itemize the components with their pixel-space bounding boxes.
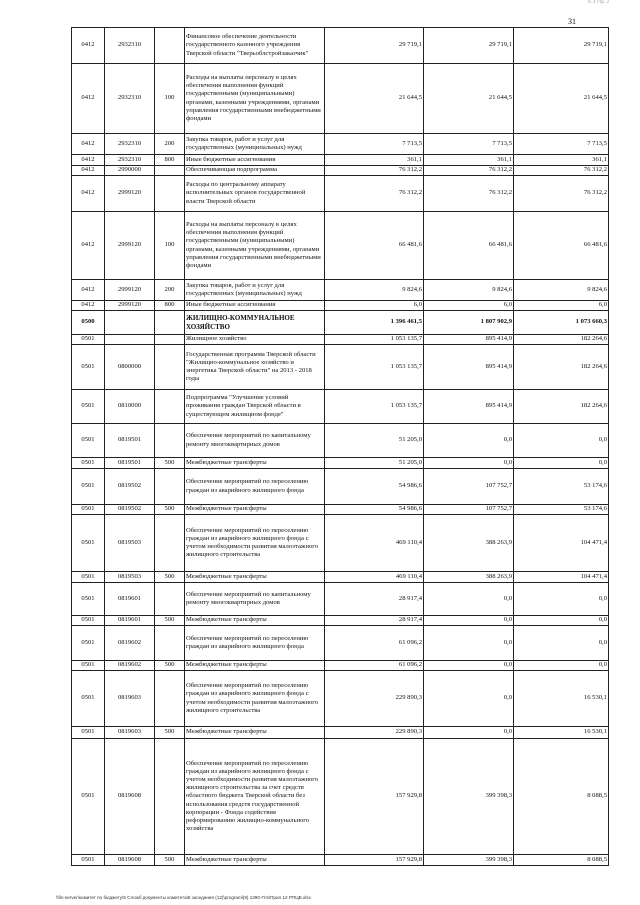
amount-year-2-cell: 0,0: [424, 671, 514, 727]
section-code-cell: 0412: [72, 166, 105, 176]
item-name-cell: ЖИЛИЩНО-КОММУНАЛЬНОЕ ХОЗЯЙСТВО: [185, 311, 325, 335]
section-code-cell: 0501: [72, 505, 105, 515]
expense-type-code-cell: [155, 626, 185, 661]
top-mark: п. 4 стр. 2: [588, 0, 609, 5]
table-row: [72, 134, 609, 155]
section-code-cell: 0412: [72, 155, 105, 166]
table-row: [72, 671, 609, 727]
amount-year-1-cell: 51 205,0: [325, 458, 424, 469]
item-name-cell: Расходы по центральному аппарату исполнительных органов государственной власти Тверской области: [185, 176, 325, 212]
table-row: [72, 166, 609, 176]
expense-type-code-cell: [155, 469, 185, 505]
amount-year-2-cell: 0,0: [424, 458, 514, 469]
item-name-cell: Обеспечение мероприятий по переселению граждан из аварийного жилищного фонда с учетом необходимости развития малоэтажного жилищного строительства: [185, 515, 325, 572]
amount-year-3-cell: 182 264,6: [514, 335, 609, 345]
amount-year-3-cell: 53 174,6: [514, 505, 609, 515]
expense-type-code-cell: 500: [155, 661, 185, 671]
section-code-cell: 0501: [72, 515, 105, 572]
target-article-code-cell: 0819501: [105, 458, 155, 469]
amount-year-3-cell: 16 530,1: [514, 727, 609, 739]
page-number: 31: [568, 17, 576, 26]
amount-year-1-cell: 157 929,8: [325, 855, 424, 866]
expense-type-code-cell: 500: [155, 855, 185, 866]
section-code-cell: 0412: [72, 301, 105, 311]
table-row: [72, 505, 609, 515]
item-name-cell: Обеспечивающая подпрограмма: [185, 166, 325, 176]
item-name-cell: Межбюджетные трансферты: [185, 572, 325, 583]
amount-year-1-cell: 1 396 461,5: [325, 311, 424, 335]
target-article-code-cell: 2932310: [105, 155, 155, 166]
amount-year-3-cell: 0,0: [514, 424, 609, 458]
table-row: [72, 661, 609, 671]
amount-year-3-cell: 0,0: [514, 626, 609, 661]
section-code-cell: 0412: [72, 28, 105, 64]
amount-year-3-cell: 0,0: [514, 661, 609, 671]
amount-year-3-cell: 104 471,4: [514, 572, 609, 583]
target-article-code-cell: 2999120: [105, 212, 155, 280]
amount-year-1-cell: 61 096,2: [325, 626, 424, 661]
amount-year-2-cell: 895 414,9: [424, 345, 514, 390]
table-row: [72, 727, 609, 739]
table-row: [72, 345, 609, 390]
item-name-cell: Иные бюджетные ассигнования: [185, 155, 325, 166]
expense-type-code-cell: 100: [155, 64, 185, 134]
item-name-cell: Обеспечение мероприятий по переселению граждан из аварийного жилищного фонда: [185, 626, 325, 661]
expense-type-code-cell: 100: [155, 212, 185, 280]
target-article-code-cell: 2990000: [105, 166, 155, 176]
amount-year-2-cell: 388 263,9: [424, 515, 514, 572]
amount-year-3-cell: 361,1: [514, 155, 609, 166]
section-code-cell: 0501: [72, 335, 105, 345]
section-code-cell: 0501: [72, 855, 105, 866]
item-name-cell: Обеспечение мероприятий по капитальному ремонту многоквартирных домов: [185, 583, 325, 616]
amount-year-2-cell: 6,0: [424, 301, 514, 311]
section-code-cell: 0501: [72, 661, 105, 671]
target-article-code-cell: 0819601: [105, 616, 155, 626]
amount-year-1-cell: 469 110,4: [325, 572, 424, 583]
amount-year-1-cell: 28 917,4: [325, 616, 424, 626]
amount-year-2-cell: 107 752,7: [424, 505, 514, 515]
amount-year-2-cell: 76 312,2: [424, 176, 514, 212]
expense-type-code-cell: [155, 311, 185, 335]
amount-year-2-cell: 388 263,9: [424, 572, 514, 583]
target-article-code-cell: 2999120: [105, 301, 155, 311]
section-code-cell: 0501: [72, 390, 105, 424]
table-row: [72, 424, 609, 458]
amount-year-1-cell: 76 312,2: [325, 166, 424, 176]
amount-year-2-cell: 895 414,9: [424, 390, 514, 424]
table-row: [72, 390, 609, 424]
amount-year-1-cell: 157 929,8: [325, 739, 424, 855]
target-article-code-cell: 0819608: [105, 739, 155, 855]
amount-year-3-cell: 76 312,2: [514, 166, 609, 176]
table-row: [72, 626, 609, 661]
item-name-cell: Жилищное хозяйство: [185, 335, 325, 345]
expense-type-code-cell: [155, 671, 185, 727]
expense-type-code-cell: [155, 515, 185, 572]
amount-year-3-cell: 8 088,5: [514, 855, 609, 866]
table-row: [72, 176, 609, 212]
target-article-code-cell: 0819602: [105, 626, 155, 661]
section-code-cell: 0501: [72, 727, 105, 739]
expense-type-code-cell: [155, 176, 185, 212]
expense-type-code-cell: 500: [155, 505, 185, 515]
amount-year-2-cell: 66 481,6: [424, 212, 514, 280]
amount-year-3-cell: 182 264,6: [514, 390, 609, 424]
section-code-cell: 0412: [72, 176, 105, 212]
amount-year-1-cell: 229 890,3: [325, 671, 424, 727]
amount-year-3-cell: 66 481,6: [514, 212, 609, 280]
expense-type-code-cell: [155, 28, 185, 64]
amount-year-2-cell: 0,0: [424, 727, 514, 739]
expense-type-code-cell: 500: [155, 458, 185, 469]
expense-type-code-cell: [155, 335, 185, 345]
amount-year-2-cell: 361,1: [424, 155, 514, 166]
item-name-cell: Межбюджетные трансферты: [185, 505, 325, 515]
expense-type-code-cell: [155, 166, 185, 176]
amount-year-1-cell: 229 890,3: [325, 727, 424, 739]
expense-type-code-cell: 500: [155, 727, 185, 739]
amount-year-1-cell: 1 053 135,7: [325, 335, 424, 345]
amount-year-3-cell: 16 530,1: [514, 671, 609, 727]
amount-year-2-cell: 0,0: [424, 583, 514, 616]
table-row: [72, 301, 609, 311]
table-row: [72, 739, 609, 855]
table-row: [72, 311, 609, 335]
target-article-code-cell: 2932310: [105, 64, 155, 134]
expense-type-code-cell: 200: [155, 134, 185, 155]
amount-year-1-cell: 361,1: [325, 155, 424, 166]
item-name-cell: Межбюджетные трансферты: [185, 616, 325, 626]
target-article-code-cell: 0819603: [105, 671, 155, 727]
item-name-cell: Обеспечение мероприятий по капитальному ремонту многоквартирных домов: [185, 424, 325, 458]
table-row: [72, 64, 609, 134]
amount-year-2-cell: 895 414,9: [424, 335, 514, 345]
section-code-cell: 0501: [72, 671, 105, 727]
amount-year-1-cell: 61 096,2: [325, 661, 424, 671]
section-code-cell: 0501: [72, 469, 105, 505]
amount-year-1-cell: 28 917,4: [325, 583, 424, 616]
item-name-cell: Государственная программа Тверской области "Жилищно-коммунальное хозяйство и энергетика Тверской области" на 2013 - 2018 годы: [185, 345, 325, 390]
target-article-code-cell: 0810000: [105, 390, 155, 424]
amount-year-1-cell: 66 481,6: [325, 212, 424, 280]
amount-year-3-cell: 9 824,6: [514, 280, 609, 301]
item-name-cell: Обеспечение мероприятий по переселению граждан из аварийного жилищного фонда с учетом необходимости развития малоэтажного жилищного строительства за счет средств областного бюджета Тверской области без использования средств государственной корпорации - Фонда содействия реформированию жилищно-коммунального хозяйства: [185, 739, 325, 855]
section-code-cell: 0500: [72, 311, 105, 335]
section-code-cell: 0501: [72, 345, 105, 390]
amount-year-2-cell: 107 752,7: [424, 469, 514, 505]
target-article-code-cell: 0819601: [105, 583, 155, 616]
item-name-cell: Межбюджетные трансферты: [185, 727, 325, 739]
target-article-code-cell: 0819503: [105, 572, 155, 583]
expense-type-code-cell: 200: [155, 280, 185, 301]
item-name-cell: Подпрограмма "Улучшение условий проживания граждан Тверской области в существующем жилищном фонде": [185, 390, 325, 424]
amount-year-1-cell: 9 824,6: [325, 280, 424, 301]
section-code-cell: 0501: [72, 572, 105, 583]
amount-year-2-cell: 399 398,3: [424, 855, 514, 866]
target-article-code-cell: 2999120: [105, 176, 155, 212]
section-code-cell: 0501: [72, 424, 105, 458]
expense-type-code-cell: [155, 345, 185, 390]
expense-type-code-cell: 800: [155, 301, 185, 311]
expense-type-code-cell: 500: [155, 572, 185, 583]
expense-type-code-cell: [155, 390, 185, 424]
amount-year-1-cell: 469 110,4: [325, 515, 424, 572]
section-code-cell: 0501: [72, 626, 105, 661]
table-row: [72, 458, 609, 469]
target-article-code-cell: [105, 335, 155, 345]
amount-year-3-cell: 29 719,1: [514, 28, 609, 64]
section-code-cell: 0412: [72, 212, 105, 280]
table-row: [72, 469, 609, 505]
amount-year-2-cell: 29 719,1: [424, 28, 514, 64]
item-name-cell: Финансовое обеспечение деятельности государственного казенного учреждения Тверской области "Тверьоблстройзаказчик": [185, 28, 325, 64]
table-row: [72, 583, 609, 616]
amount-year-3-cell: 0,0: [514, 616, 609, 626]
amount-year-1-cell: 54 986,6: [325, 505, 424, 515]
item-name-cell: Расходы на выплаты персоналу в целях обеспечения выполнения функций государственными (муниципальными) органами, казенными учреждениями, органами управления государственными внебюджетными фондами: [185, 212, 325, 280]
table-row: [72, 212, 609, 280]
amount-year-1-cell: 6,0: [325, 301, 424, 311]
item-name-cell: Межбюджетные трансферты: [185, 661, 325, 671]
amount-year-2-cell: 0,0: [424, 424, 514, 458]
amount-year-3-cell: 76 312,2: [514, 176, 609, 212]
item-name-cell: Межбюджетные трансферты: [185, 458, 325, 469]
target-article-code-cell: 0819608: [105, 855, 155, 866]
amount-year-2-cell: 21 644,5: [424, 64, 514, 134]
table-row: [72, 28, 609, 64]
table-row: [72, 855, 609, 866]
target-article-code-cell: 0819603: [105, 727, 155, 739]
expense-type-code-cell: [155, 739, 185, 855]
amount-year-1-cell: 21 644,5: [325, 64, 424, 134]
amount-year-2-cell: 9 824,6: [424, 280, 514, 301]
expense-type-code-cell: 800: [155, 155, 185, 166]
amount-year-3-cell: 0,0: [514, 458, 609, 469]
target-article-code-cell: [105, 311, 155, 335]
table-row: [72, 280, 609, 301]
target-article-code-cell: 0819502: [105, 505, 155, 515]
amount-year-2-cell: 0,0: [424, 616, 514, 626]
amount-year-3-cell: 53 174,6: [514, 469, 609, 505]
amount-year-2-cell: 0,0: [424, 661, 514, 671]
expense-type-code-cell: [155, 583, 185, 616]
item-name-cell: Закупка товаров, работ и услуг для государственных (муниципальных) нужд: [185, 280, 325, 301]
item-name-cell: Иные бюджетные ассигнования: [185, 301, 325, 311]
amount-year-3-cell: 6,0: [514, 301, 609, 311]
expense-type-code-cell: [155, 424, 185, 458]
budget-table-body: [72, 28, 609, 866]
item-name-cell: Обеспечение мероприятий по переселению граждан из аварийного жилищного фонда с учетом необходимости развития малоэтажного жилищного строительства: [185, 671, 325, 727]
expense-type-code-cell: 500: [155, 616, 185, 626]
target-article-code-cell: 0819602: [105, 661, 155, 671]
amount-year-2-cell: 399 398,3: [424, 739, 514, 855]
target-article-code-cell: 0819502: [105, 469, 155, 505]
amount-year-2-cell: 76 312,2: [424, 166, 514, 176]
amount-year-2-cell: 1 807 902,9: [424, 311, 514, 335]
amount-year-3-cell: 7 713,5: [514, 134, 609, 155]
table-row: [72, 335, 609, 345]
section-code-cell: 0412: [72, 64, 105, 134]
amount-year-3-cell: 182 264,6: [514, 345, 609, 390]
amount-year-3-cell: 0,0: [514, 583, 609, 616]
table-row: [72, 515, 609, 572]
section-code-cell: 0501: [72, 583, 105, 616]
section-code-cell: 0501: [72, 739, 105, 855]
item-name-cell: Закупка товаров, работ и услуг для государственных (муниципальных) нужд: [185, 134, 325, 155]
amount-year-1-cell: 54 986,6: [325, 469, 424, 505]
amount-year-2-cell: 0,0: [424, 626, 514, 661]
section-code-cell: 0412: [72, 134, 105, 155]
section-code-cell: 0501: [72, 616, 105, 626]
target-article-code-cell: 2932310: [105, 28, 155, 64]
section-code-cell: 0501: [72, 458, 105, 469]
table-row: [72, 616, 609, 626]
amount-year-1-cell: 76 312,2: [325, 176, 424, 212]
amount-year-2-cell: 7 713,5: [424, 134, 514, 155]
amount-year-3-cell: 21 644,5: [514, 64, 609, 134]
amount-year-3-cell: 8 088,5: [514, 739, 609, 855]
amount-year-1-cell: 29 719,1: [325, 28, 424, 64]
amount-year-3-cell: 1 073 660,3: [514, 311, 609, 335]
target-article-code-cell: 0800000: [105, 345, 155, 390]
target-article-code-cell: 0819503: [105, 515, 155, 572]
item-name-cell: Межбюджетные трансферты: [185, 855, 325, 866]
section-code-cell: 0412: [72, 280, 105, 301]
amount-year-1-cell: 1 053 135,7: [325, 390, 424, 424]
budget-table: [71, 27, 609, 866]
item-name-cell: Расходы на выплаты персоналу в целях обеспечения выполнения функций государственными (муниципальными) органами, казенными учреждениями, органами управления государственными внебюджетными фондами: [185, 64, 325, 134]
target-article-code-cell: 2932310: [105, 134, 155, 155]
amount-year-3-cell: 104 471,4: [514, 515, 609, 572]
file-path-footer: \\fin-server\комитет по бюджету\5 Сложб документы комитета\8 заседания (12)\programl(9) 1390-П-5\Прил 12 РПЦВ.xlsx: [56, 895, 311, 900]
target-article-code-cell: 0819501: [105, 424, 155, 458]
item-name-cell: Обеспечение мероприятий по переселению граждан из аварийного жилищного фонда: [185, 469, 325, 505]
amount-year-1-cell: 7 713,5: [325, 134, 424, 155]
target-article-code-cell: 2999120: [105, 280, 155, 301]
amount-year-1-cell: 51 205,0: [325, 424, 424, 458]
table-row: [72, 155, 609, 166]
amount-year-1-cell: 1 053 135,7: [325, 345, 424, 390]
table-row: [72, 572, 609, 583]
